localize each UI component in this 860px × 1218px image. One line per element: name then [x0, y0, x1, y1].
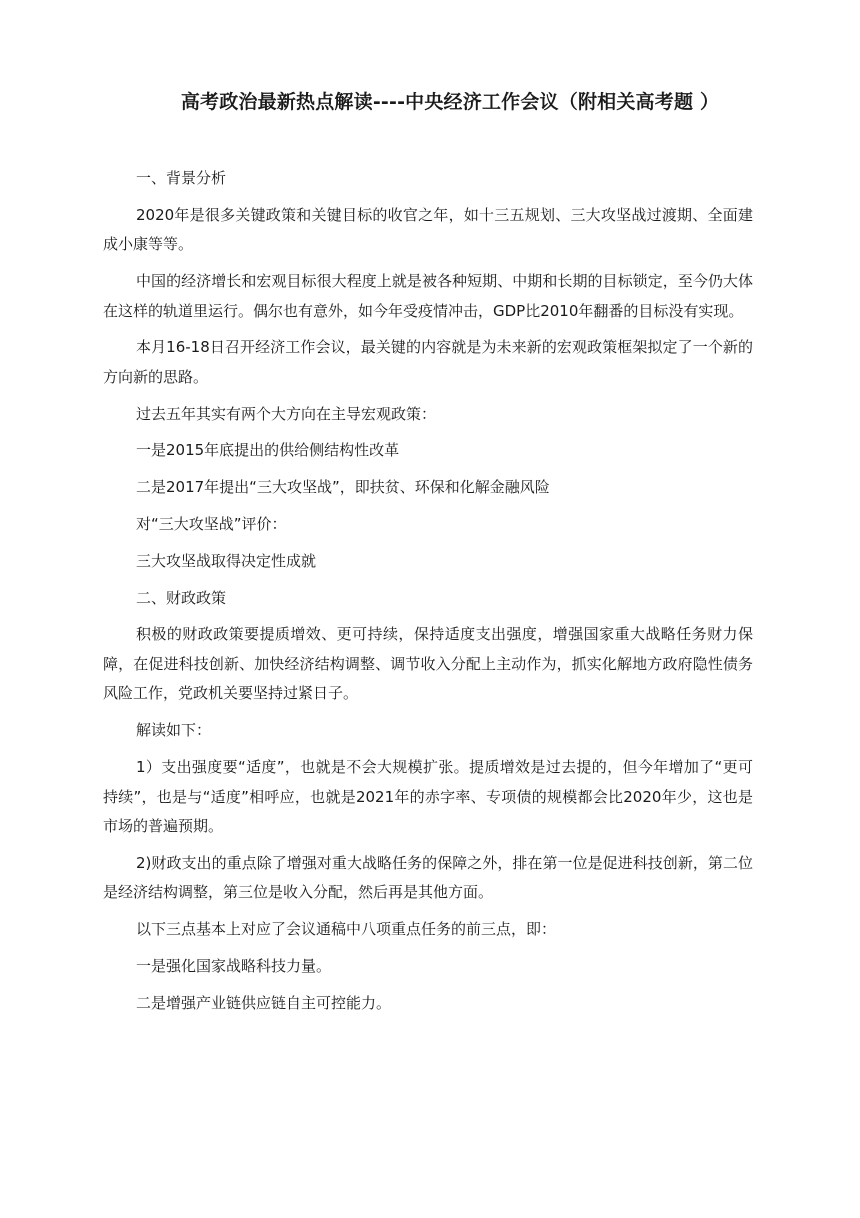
paragraph: 本月16-18日召开经济工作会议，最关键的内容就是为未来新的宏观政策框架拟定了一个新的方向新的思路。 [103, 338, 753, 386]
paragraph: 2020年是很多关键政策和关键目标的收官之年，如十三五规划、三大攻坚战过渡期、全面建成小康等等。 [103, 205, 753, 254]
list-item: 一是强化国家战略科技力量。 [136, 956, 332, 975]
paragraph: 以下三点基本上对应了会议通稿中八项重点任务的前三点，即： [136, 920, 557, 939]
paragraph: 中国的经济增长和宏观目标很大程度上就是被各种短期、中期和长期的目标锁定，至今仍大体在这样的轨道里运行。偶尔也有意外，如今年受疫情冲击，GDP比2010年翻番的目标没有实现。 [103, 272, 753, 320]
paragraph: 三大攻坚战取得决定性成就 [136, 551, 317, 570]
list-item: 二是2017年提出“三大攻坚战”，即扶贫、环保和化解金融风险 [136, 478, 550, 497]
document-body [103, 164, 753, 1026]
section-heading-fiscal-policy: 二、财政政策 [136, 588, 227, 607]
list-item: 二是增强产业链供应链自主可控能力。 [136, 993, 392, 1012]
paragraph: 解读如下： [136, 721, 212, 740]
section-heading-background: 一、背景分析 [136, 169, 227, 187]
document-title: 高考政治最新热点解读----中央经济工作会议（附相关高考题 ） [180, 91, 720, 113]
paragraph: 对“三大攻坚战”评价： [136, 515, 287, 534]
list-item: 1）支出强度要“适度”，也就是不会大规模扩张。提质增效是过去提的，但今年增加了“更可持续”，也是与“适度”相呼应，也就是2021年的赤字率、专项债的规模都会比2020年少，这也是市场的普遍预期。 [103, 758, 753, 836]
paragraph: 积极的财政政策要提质增效、更可持续，保持适度支出强度，增强国家重大战略任务财力保障，在促进科技创新、加快经济结构调整、调节收入分配上主动作为，抓实化解地方政府隐性债务风险工作，党政机关要坚持过紧日子。 [103, 625, 753, 703]
list-item: 2)财政支出的重点除了增强对重大战略任务的保障之外，排在第一位是促进科技创新，第二位是经济结构调整，第三位是收入分配，然后再是其他方面。 [103, 853, 753, 902]
list-item: 一是2015年底提出的供给侧结构性改革 [136, 441, 400, 460]
paragraph: 过去五年其实有两个大方向在主导宏观政策： [136, 404, 437, 423]
